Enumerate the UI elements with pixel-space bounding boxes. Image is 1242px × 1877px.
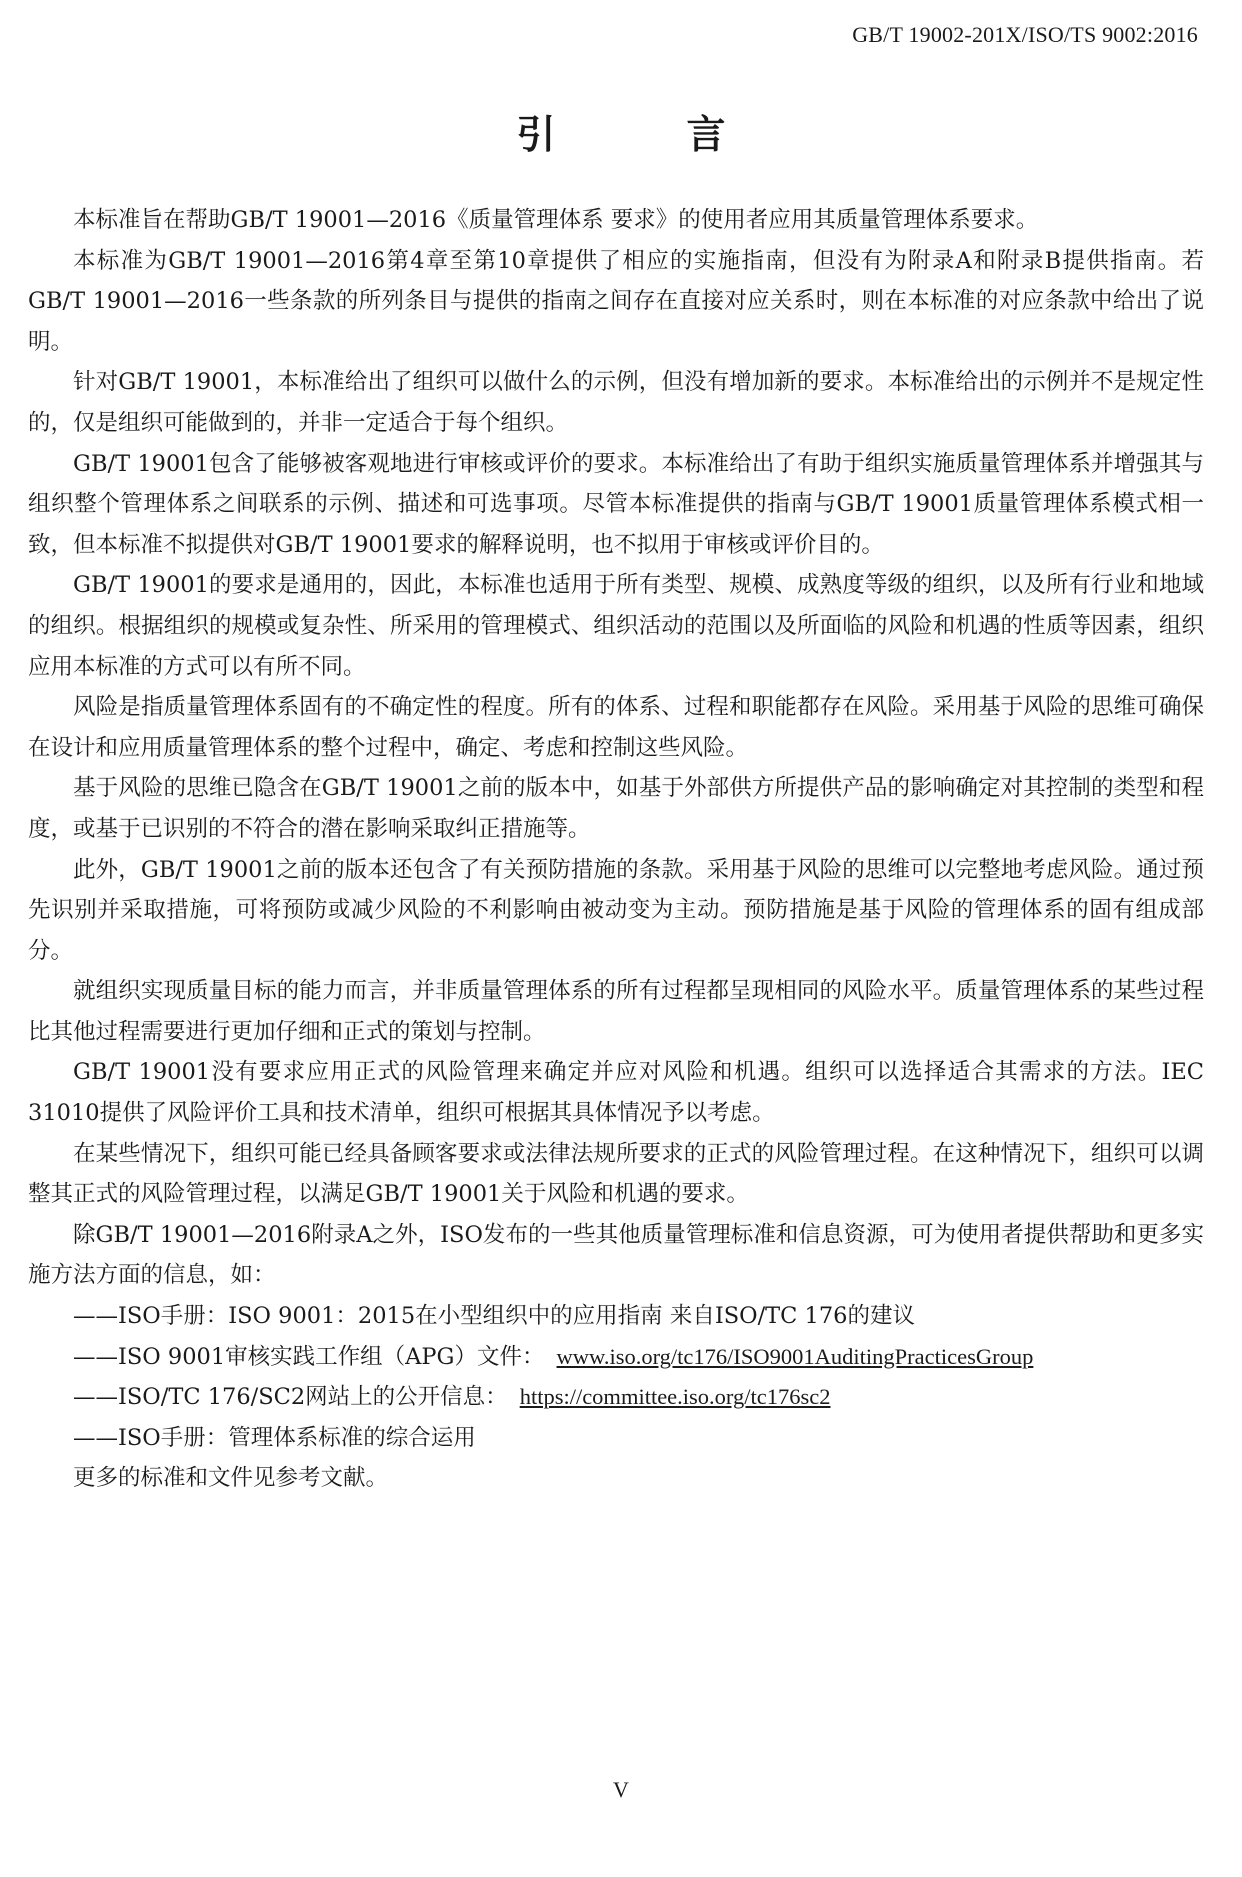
page-number: V <box>613 1777 629 1802</box>
paragraph: 在某些情况下，组织可能已经具备顾客要求或法律法规所要求的正式的风险管理过程。在这种情况下，组织可以调整其正式的风险管理过程，以满足GB/T 19001关于风险和机遇的要求。 <box>28 1140 1204 1208</box>
document-body <box>28 200 1204 1499</box>
paragraph: 风险是指质量管理体系固有的不确定性的程度。所有的体系、过程和职能都存在风险。采用基于风险的思维可确保在设计和应用质量管理体系的整个过程中，确定、考虑和控制这些风险。 <box>28 694 1204 761</box>
paragraph: 除GB/T 19001—2016附录A之外，ISO发布的一些其他质量管理标准和信息资源，可为使用者提供帮助和更多实施方法方面的信息，如： <box>28 1221 1204 1289</box>
committee-website-link[interactable]: https://committee.iso.org/tc176sc2 <box>519 1384 831 1410</box>
list-item <box>28 1296 1204 1337</box>
paragraph: 本标准旨在帮助GB/T 19001—2016《质量管理体系 要求》的使用者应用其质量管理体系要求。 <box>73 207 1039 233</box>
paragraph: GB/T 19001的要求是通用的，因此，本标准也适用于所有类型、规模、成熟度等级的组织，以及所有行业和地域的组织。根据组织的规模或复杂性、所采用的管理模式、组织活动的范围以及所面临的风险和机遇的性质等因素，组织应用本标准的方式可以有所不同。 <box>28 572 1204 680</box>
paragraph: 就组织实现质量目标的能力而言，并非质量管理体系的所有过程都呈现相同的风险水平。质量管理体系的某些过程比其他过程需要进行更加仔细和正式的策划与控制。 <box>28 978 1204 1045</box>
paragraph: 本标准为GB/T 19001—2016第4章至第10章提供了相应的实施指南，但没有为附录A和附录B提供指南。若GB/T 19001—2016一些条款的所列条目与提供的指南之间存在直接对应关系时，则在本标准的对应条款中给出了说明。 <box>28 247 1204 355</box>
paragraph: GB/T 19001没有要求应用正式的风险管理来确定并应对风险和机遇。组织可以选择适合其需求的方法。IEC 31010提供了风险评价工具和技术清单，组织可根据其具体情况予以考虑。 <box>28 1059 1204 1127</box>
paragraph: 针对GB/T 19001，本标准给出了组织可以做什么的示例，但没有增加新的要求。本标准给出的示例并不是规定性的，仅是组织可能做到的，并非一定适合于每个组织。 <box>28 369 1204 436</box>
page-title: 引 言 <box>516 113 772 158</box>
list-item-text: ——ISO手册：ISO 9001：2015在小型组织中的应用指南 来自ISO/TC 176的建议 <box>73 1303 915 1330</box>
list-item-text: ——ISO手册：管理体系标准的综合运用 <box>73 1424 476 1451</box>
document-code-header: GB/T 19002-201X/ISO/TS 9002:2016 <box>852 22 1198 47</box>
paragraph: GB/T 19001包含了能够被客观地进行审核或评价的要求。本标准给出了有助于组织实施质量管理体系并增强其与组织整个管理体系之间联系的示例、描述和可选事项。尽管本标准提供的指南与GB/T 19001质量管理体系模式相一致，但本标准不拟提供对GB/T 19001要求的解释说明，也不拟用于审核或评价目的。 <box>28 450 1204 558</box>
apg-website-link[interactable]: www.iso.org/tc176/ISO9001AuditingPracticesGroup <box>556 1343 1034 1369</box>
closing-note: 更多的标准和文件见参考文献。 <box>73 1465 389 1492</box>
list-item <box>28 1337 1204 1378</box>
paragraph: 基于风险的思维已隐含在GB/T 19001之前的版本中，如基于外部供方所提供产品的影响确定对其控制的类型和程度，或基于已识别的不符合的潜在影响采取纠正措施等。 <box>28 775 1204 842</box>
list-item-text: ——ISO/TC 176/SC2网站上的公开信息： <box>73 1384 508 1411</box>
list-item <box>28 1418 1204 1459</box>
paragraph: 此外，GB/T 19001之前的版本还包含了有关预防措施的条款。采用基于风险的思维可以完整地考虑风险。通过预先识别并采取措施，可将预防或减少风险的不利影响由被动变为主动。预防措施是基于风险的管理体系的固有组成部分。 <box>28 856 1204 964</box>
list-item <box>28 1377 1204 1418</box>
resource-list <box>28 1296 1204 1458</box>
list-item-text: ——ISO 9001审核实践工作组（APG）文件： <box>73 1343 545 1370</box>
